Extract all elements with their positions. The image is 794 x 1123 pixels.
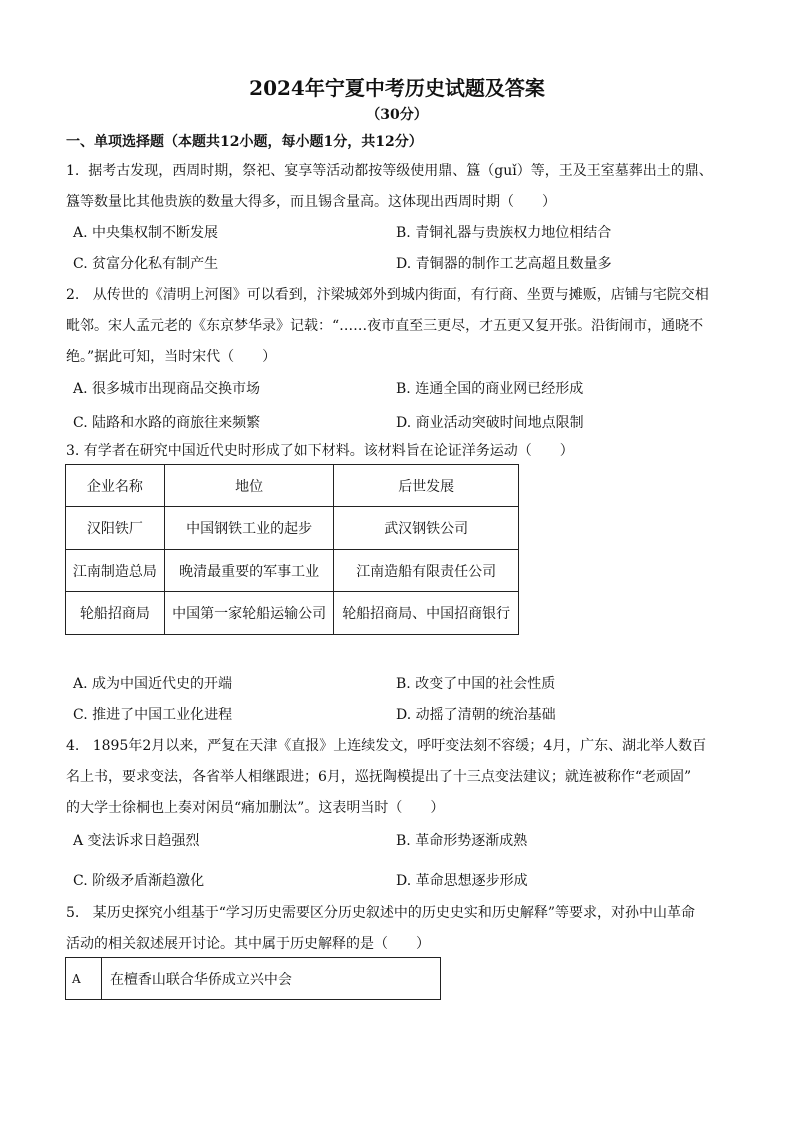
table-header-row: [66, 465, 519, 507]
q1-stem-line1: 1. 据考古发现，西周时期，祭祀、宴享等活动都按等级使用鼎、簋（guǐ）等，王及王室墓葬出土的鼎、: [66, 163, 713, 179]
q2-stem-line1: 2. 从传世的《清明上河图》可以看到，汴梁城郊外到城内街面，有行商、坐贾与摊贩，店铺与宅院交相: [66, 287, 709, 303]
option-label: A: [66, 958, 102, 1000]
table-cell: 晚清最重要的军事工业: [164, 550, 334, 592]
q1-option-c: C. 贫富分化私有制产生: [73, 256, 219, 272]
q1-option-a: A. 中央集权制不断发展: [73, 225, 219, 241]
q3-stem: 3. 有学者在研究中国近代史时形成了如下材料。该材料旨在论证洋务运动（ ）: [66, 443, 574, 459]
table-cell: 武汉钢铁公司: [334, 507, 519, 550]
table-row: [66, 507, 519, 550]
q4-stem-line2: 名上书，要求变法，各省举人相继跟进；6月，巡抚陶模提出了十三点变法建议；就连被称作“老顽固”: [66, 769, 692, 785]
q3-enterprise-table: [65, 464, 519, 635]
q4-option-b: B. 革命形势逐渐成熟: [396, 833, 528, 849]
q2-option-b: B. 连通全国的商业网已经形成: [396, 381, 584, 397]
q1-option-d: D. 青铜器的制作工艺高超且数量多: [396, 256, 612, 272]
q1-option-b: B. 青铜礼器与贵族权力地位相结合: [396, 225, 612, 241]
table-cell: 汉阳铁厂: [66, 507, 165, 550]
q4-stem-line3: 的大学士徐桐也上奏对闲员“痛加删汰”。这表明当时（ ）: [66, 800, 445, 816]
q2-stem-line3: 绝。”据此可知，当时宋代（ ）: [66, 349, 277, 365]
q5-stem-line2: 活动的相关叙述展开讨论。其中属于历史解释的是（ ）: [66, 936, 430, 952]
q4-option-a: A 变法诉求日趋强烈: [73, 833, 200, 849]
q2-option-a: A. 很多城市出现商品交换市场: [73, 381, 261, 397]
q2-stem-line2: 毗邻。宋人孟元老的《东京梦华录》记载：“……夜市直至三更尽，才五更又复开张。沿街闹市，通晓不: [66, 318, 704, 334]
table-row: [66, 592, 519, 635]
table-cell: 江南造船有限责任公司: [334, 550, 519, 592]
q3-option-d: D. 动摇了清朝的统治基础: [396, 707, 556, 723]
q2-option-c: C. 陆路和水路的商旅往来频繁: [73, 415, 261, 431]
q3-option-c: C. 推进了中国工业化进程: [73, 707, 233, 723]
table-header-cell: 后世发展: [334, 465, 519, 507]
q3-option-b: B. 改变了中国的社会性质: [396, 676, 556, 692]
q3-option-a: A. 成为中国近代史的开端: [73, 676, 233, 692]
q2-option-d: D. 商业活动突破时间地点限制: [396, 415, 584, 431]
section-heading: 一、单项选择题（本题共12小题，每小题1分，共12分）: [66, 134, 423, 150]
total-score: （30分）: [366, 107, 428, 123]
table-cell: 中国钢铁工业的起步: [164, 507, 334, 550]
table-cell: 中国第一家轮船运输公司: [164, 592, 334, 635]
page-title: 2024年宁夏中考历史试题及答案: [249, 76, 545, 100]
table-cell: 轮船招商局: [66, 592, 165, 635]
table-header-cell: 地位: [164, 465, 334, 507]
table-header-cell: 企业名称: [66, 465, 165, 507]
table-row: [66, 958, 441, 1000]
q4-stem-line1: 4. 1895年2月以来，严复在天津《直报》上连续发文，呼吁变法刻不容缓；4月，广东、湖北举人数百: [66, 738, 707, 754]
q5-stem-line1: 5. 某历史探究小组基于“学习历史需要区分历史叙述中的历史史实和历史解释”等要求，对孙中山革命: [66, 905, 696, 921]
q4-option-d: D. 革命思想逐步形成: [396, 873, 528, 889]
q5-option-table: [65, 957, 441, 1000]
option-text: 在檀香山联合华侨成立兴中会: [101, 958, 440, 1000]
table-cell: 轮船招商局、中国招商银行: [334, 592, 519, 635]
q4-option-c: C. 阶级矛盾渐趋激化: [73, 873, 205, 889]
table-row: [66, 550, 519, 592]
table-cell: 江南制造总局: [66, 550, 165, 592]
q1-stem-line2: 簋等数量比其他贵族的数量大得多，而且锡含量高。这体现出西周时期（ ）: [66, 194, 556, 210]
